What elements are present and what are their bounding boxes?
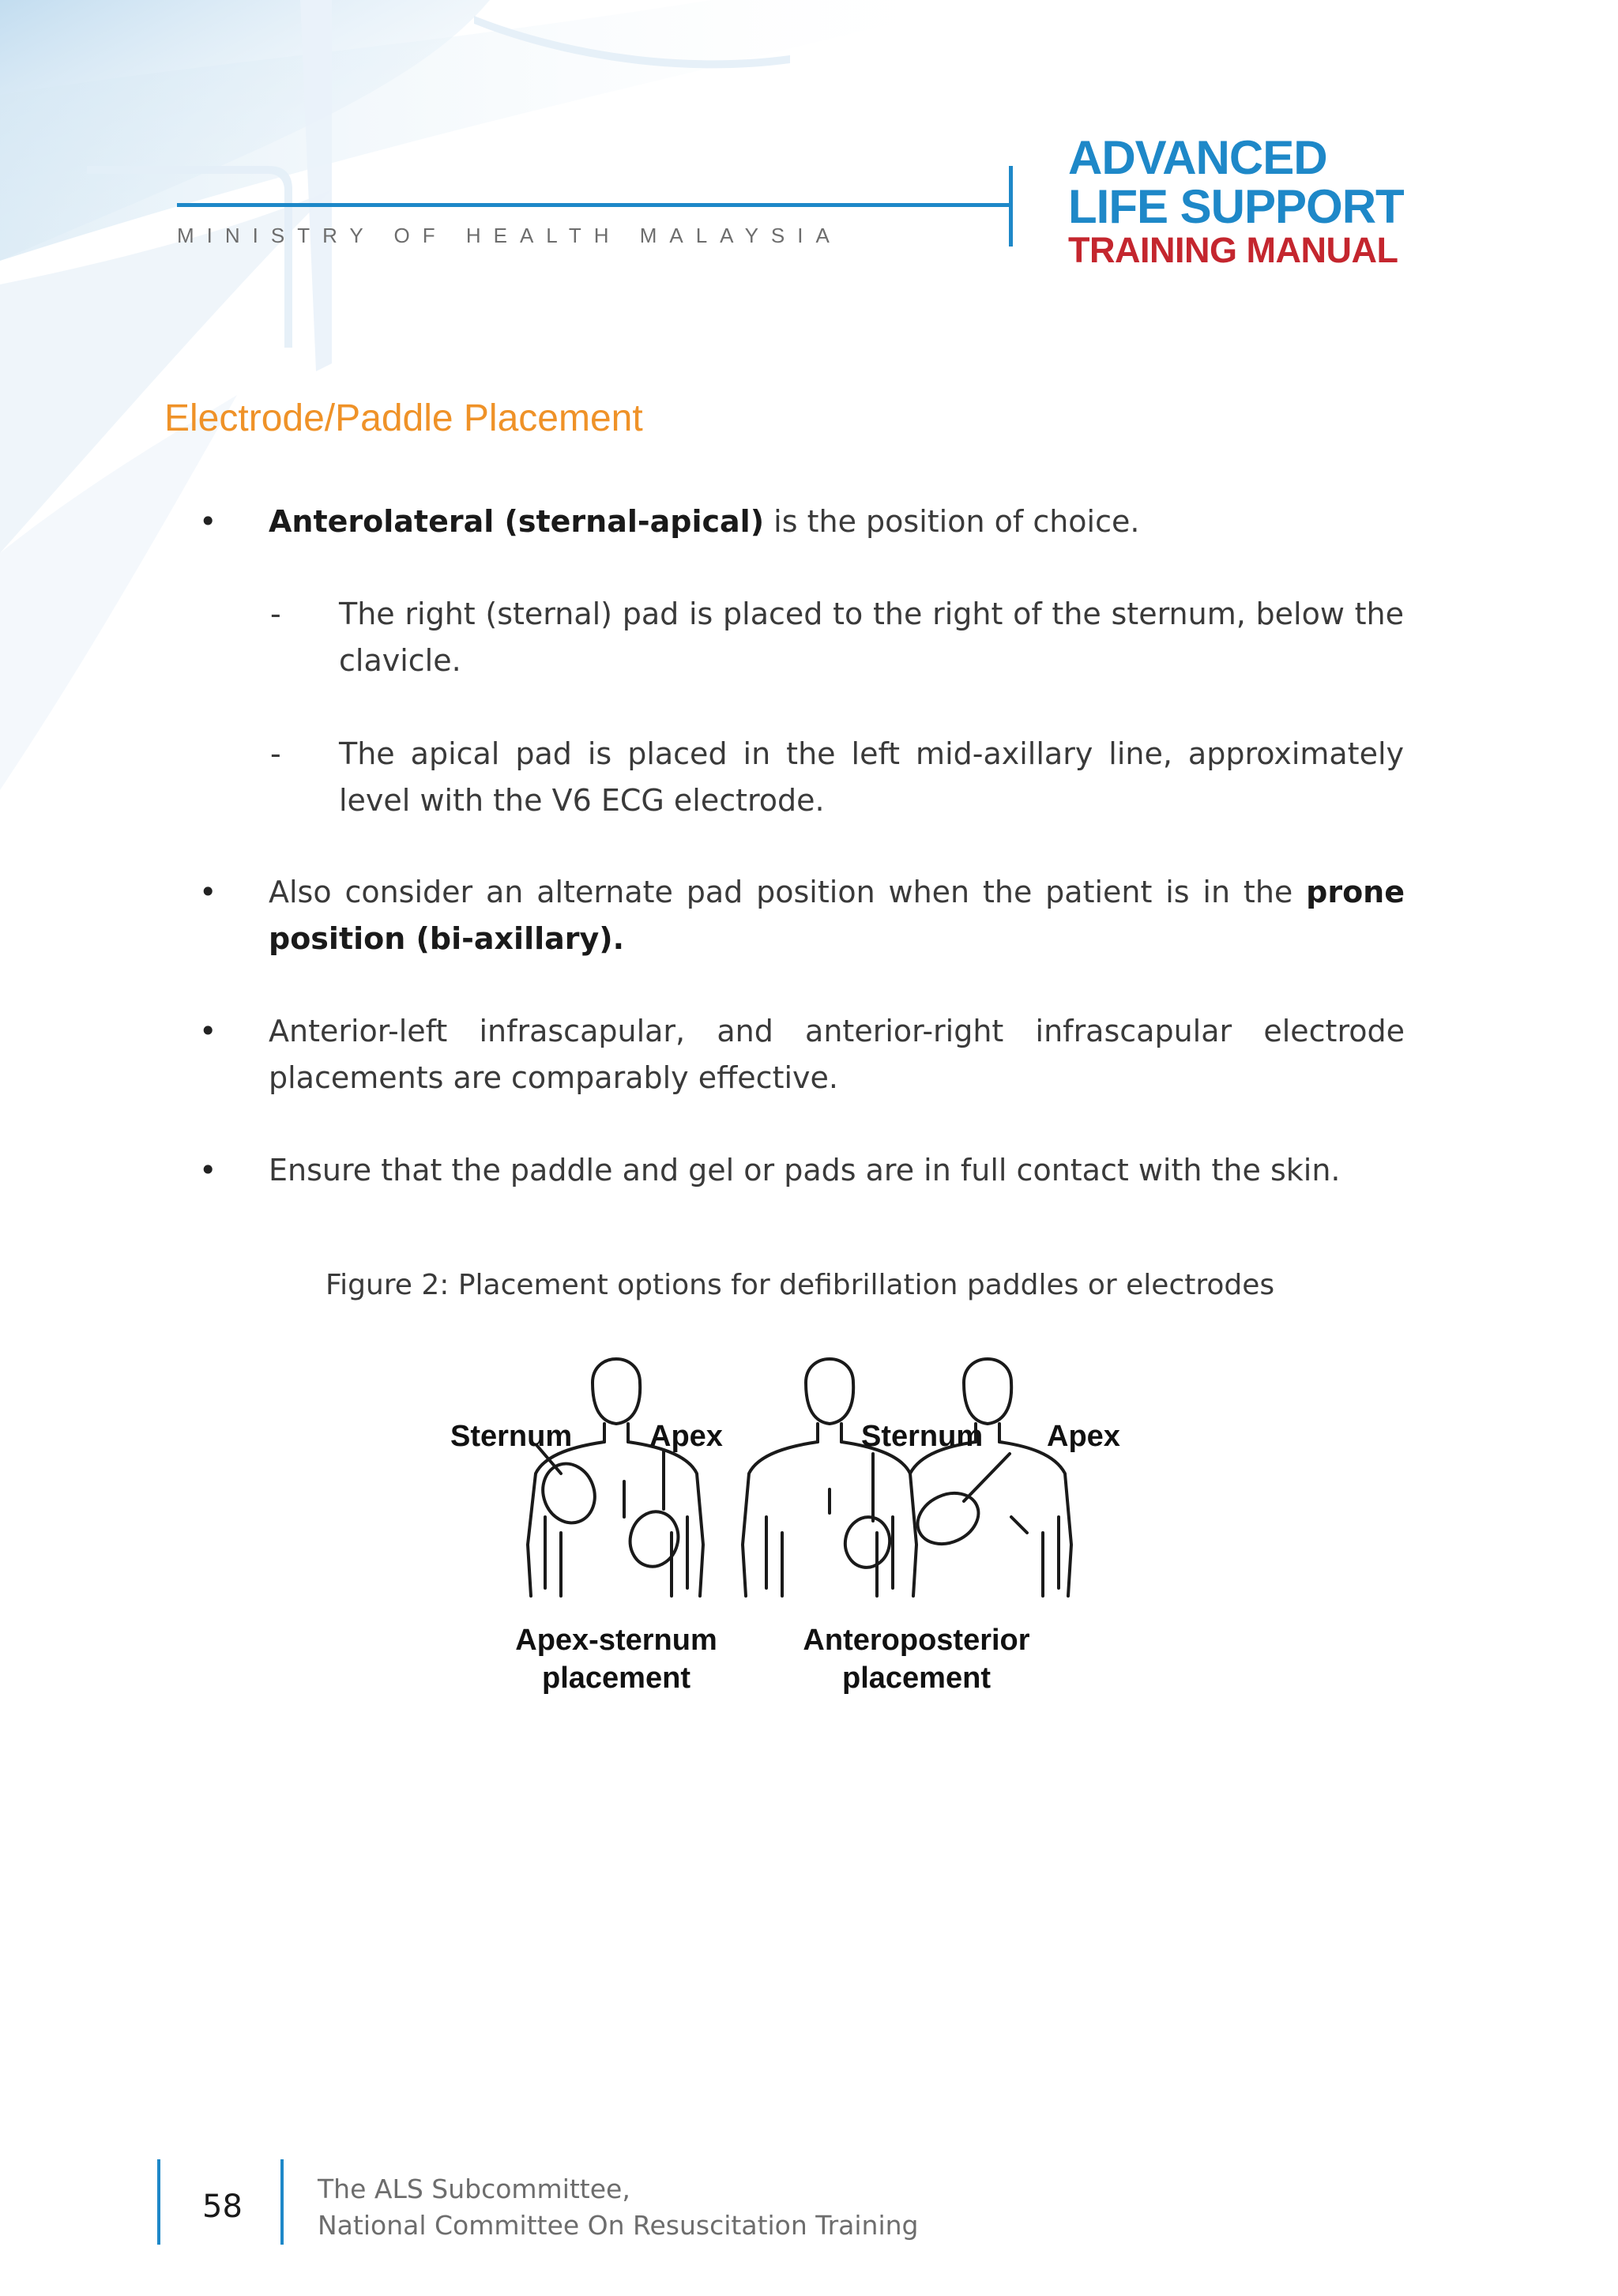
dash-marker: - — [270, 597, 281, 631]
label-sternum-left: Sternum — [450, 1420, 573, 1453]
bullet-marker: • — [199, 1014, 217, 1048]
bullet-prone-bold: prone position (bi-axillary). — [269, 875, 1405, 956]
label-apex-right: Apex — [1047, 1420, 1120, 1453]
footer-rule-left — [157, 2159, 160, 2245]
header-rule — [177, 203, 1010, 207]
bullet-anterolateral-text: is the position of choice. — [764, 504, 1140, 539]
header-rule-tick — [1009, 166, 1013, 247]
footer-line-2: National Committee On Resuscitation Training — [318, 2210, 919, 2241]
label-sternum-right: Sternum — [861, 1420, 984, 1453]
bullet-anterolateral-bold: Anterolateral (sternal-apical) — [269, 504, 765, 539]
dash-marker: - — [270, 736, 281, 771]
bullet-infrascapular: Anterior-left infrascapular, and anterior-right infrascapular electrode placements are comparably effective. — [269, 1014, 1405, 1095]
bullet-marker: • — [199, 1153, 217, 1188]
placement-figure — [442, 1335, 1138, 1707]
logo-line-advanced: ADVANCED — [1068, 131, 1327, 184]
bullet-prone-text: Also consider an alternate pad position when the patient is in the — [269, 875, 1307, 909]
manual-logo — [1068, 131, 1404, 270]
label-anteroposterior-line1: Anteroposterior — [803, 1624, 1030, 1657]
figure-caption: Figure 2: Placement options for defibrillation paddles or electrodes — [325, 1269, 1275, 1301]
footer-credit — [318, 2171, 918, 2244]
bullet-marker: • — [199, 504, 217, 539]
torso-apex-sternum — [528, 1359, 703, 1596]
bullet-anterolateral — [269, 499, 1406, 545]
bullet-marker: • — [199, 875, 217, 909]
page-number: 58 — [202, 2189, 243, 2225]
ministry-label: MINISTRY OF HEALTH MALAYSIA — [177, 224, 842, 247]
label-apex-sternum-line2: placement — [542, 1662, 690, 1695]
logo-line-life-support: LIFE SUPPORT — [1068, 180, 1404, 233]
bullet-prone — [269, 869, 1405, 962]
section-title: Electrode/Paddle Placement — [164, 397, 643, 439]
footer-line-1: The ALS Subcommittee, — [318, 2174, 630, 2204]
bullet-contact: Ensure that the paddle and gel or pads are in full contact with the skin. — [269, 1153, 1341, 1188]
label-apex-sternum-line1: Apex-sternum — [515, 1624, 717, 1657]
sub-apical-pad: The apical pad is placed in the left mid-axillary line, approximately level with the V6 ECG electrode. — [339, 736, 1404, 818]
sub-right-pad: The right (sternal) pad is placed to the right of the sternum, below the clavicle. — [339, 597, 1404, 678]
logo-line-training-manual: TRAINING MANUAL — [1068, 230, 1398, 270]
torso-anteroposterior-front — [743, 1359, 916, 1596]
label-apex-left: Apex — [649, 1420, 723, 1453]
footer-rule-right — [280, 2159, 284, 2245]
label-anteroposterior-line2: placement — [842, 1662, 991, 1695]
torso-anteroposterior-back — [909, 1359, 1071, 1596]
